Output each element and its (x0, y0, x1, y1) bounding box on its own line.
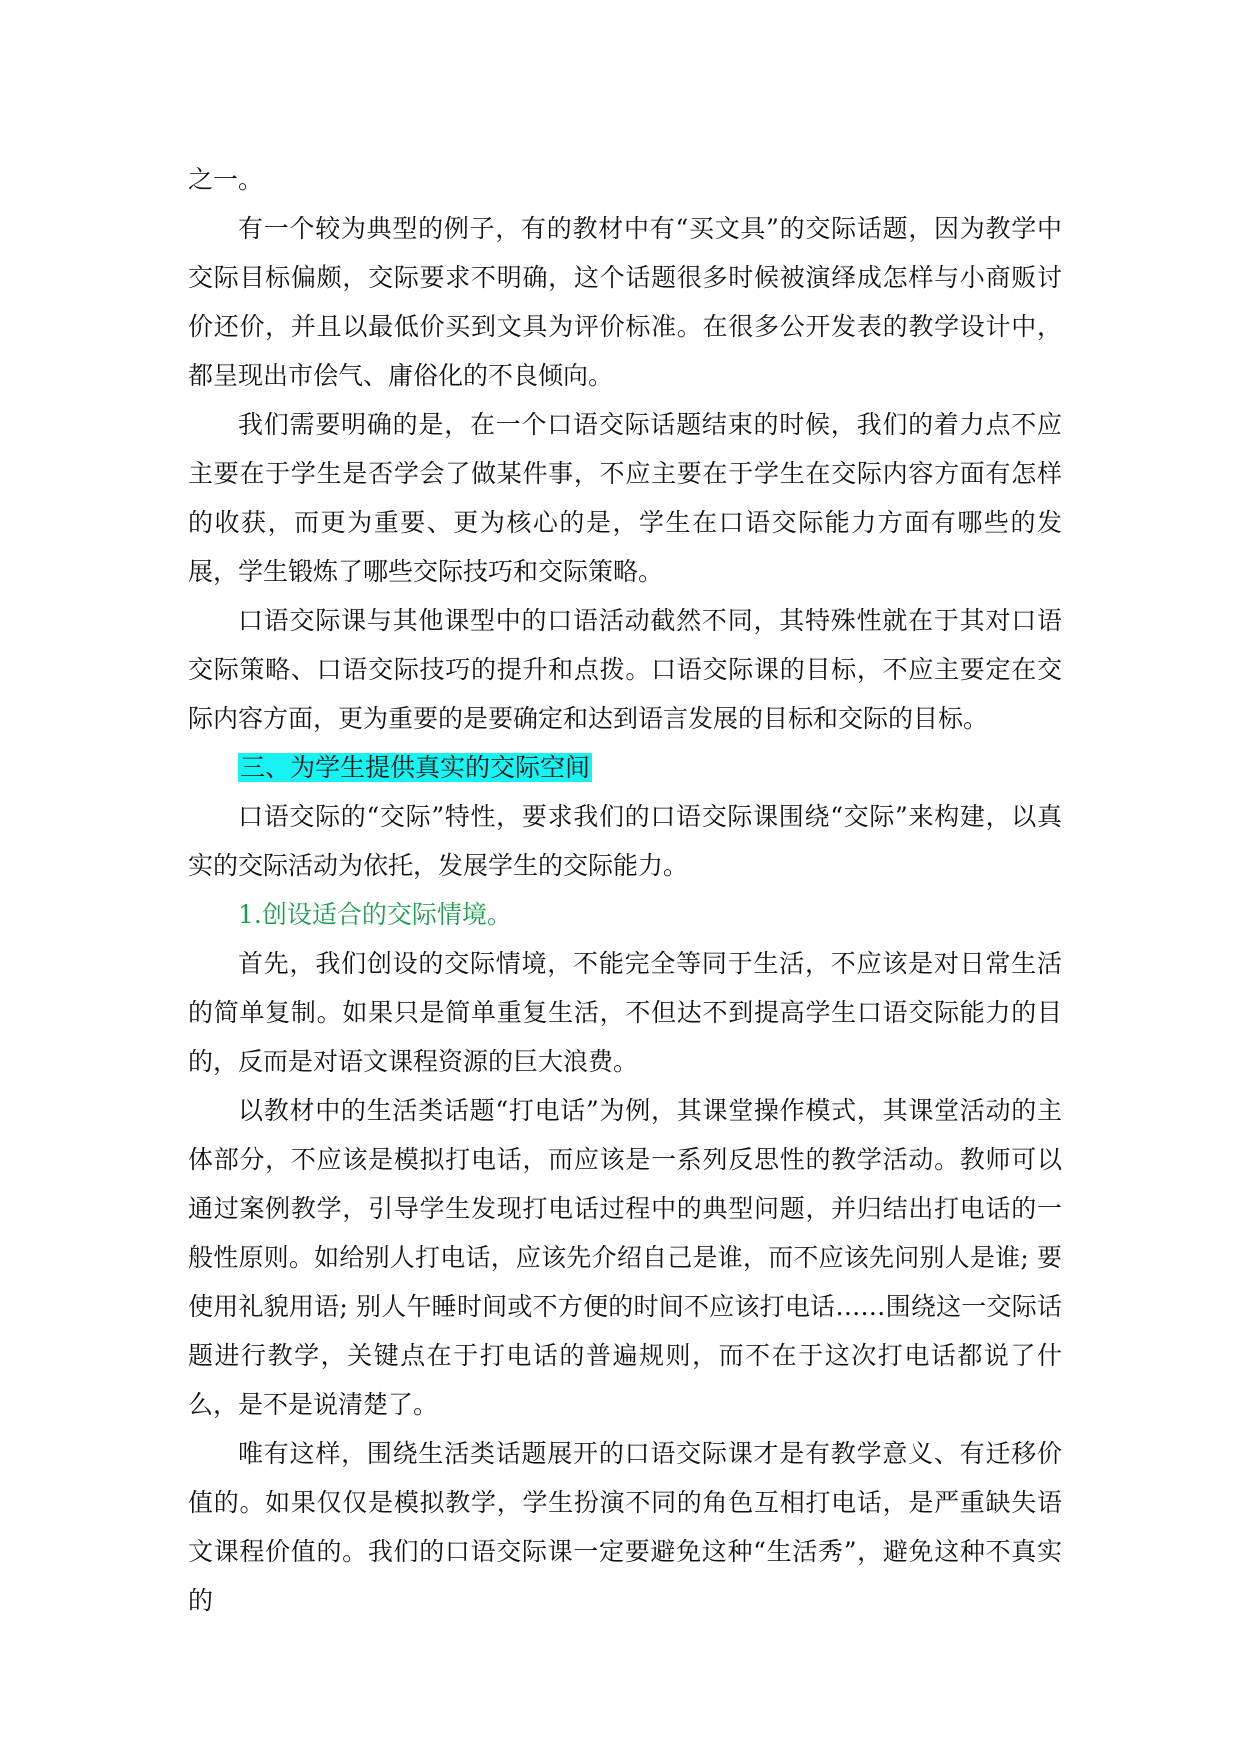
paragraph-communication-feature: 口语交际的“交际”特性，要求我们的口语交际课围绕“交际”来构建，以真实的交际活动为依托，发展学生的交际能力。 (188, 802, 1062, 880)
paragraph-conclusion: 唯有这样，围绕生活类话题展开的口语交际课才是有教学意义、有迁移价值的。如果仅仅是模拟教学，学生扮演不同的角色互相打电话，是严重缺失语文课程价值的。我们的口语交际课一定要避免这种“生活秀”，避免这种不真实的 (188, 1439, 1062, 1615)
paragraph-continuation: 之一。 (188, 165, 264, 194)
paragraph-focus-point: 我们需要明确的是，在一个口语交际话题结束的时候，我们的着力点不应主要在于学生是否学会了做某件事，不应主要在于学生在交际内容方面有怎样的收获，而更为重要、更为核心的是，学生在口语交际能力方面有哪些的发展，学生锻炼了哪些交际技巧和交际策略。 (188, 410, 1062, 586)
paragraph-phone-example: 以教材中的生活类话题“打电话”为例，其课堂操作模式，其课堂活动的主体部分，不应该是模拟打电话，而应该是一系列反思性的教学活动。教师可以通过案例教学，引导学生发现打电话过程中的典型问题，并归结出打电话的一般性原则。如给别人打电话，应该先介绍自己是谁，而不应该先问别人是谁; 要使用礼貌用语; 别人午睡时间或不方便的时间不应该打电话……围绕这一交际话题进行教学，关键点在于打电话的普遍规则，而不在于这次打电话都说了什么，是不是说清楚了。 (188, 1096, 1062, 1419)
paragraph-first-point: 首先，我们创设的交际情境，不能完全等同于生活，不应该是对日常生活的简单复制。如果只是简单重复生活，不但达不到提高学生口语交际能力的目的，反而是对语文课程资源的巨大浪费。 (188, 949, 1062, 1076)
section-heading-3-text: 三、为学生提供真实的交际空间 (240, 753, 591, 782)
document-page (188, 155, 1062, 1625)
subheading-1: 1.创设适合的交际情境。 (238, 900, 512, 929)
paragraph-course-difference: 口语交际课与其他课型中的口语活动截然不同，其特殊性就在于其对口语交际策略、口语交际技巧的提升和点拨。口语交际课的目标，不应主要定在交际内容方面，更为重要的是要确定和达到语言发展的目标和交际的目标。 (188, 606, 1062, 733)
section-heading-3 (188, 743, 1062, 792)
paragraph-example-stationery: 有一个较为典型的例子，有的教材中有“买文具”的交际话题，因为教学中交际目标偏颇，交际要求不明确，这个话题很多时候被演绎成怎样与小商贩讨价还价，并且以最低价买到文具为评价标准。在很多公开发表的教学设计中，都呈现出市侩气、庸俗化的不良倾向。 (188, 214, 1062, 390)
